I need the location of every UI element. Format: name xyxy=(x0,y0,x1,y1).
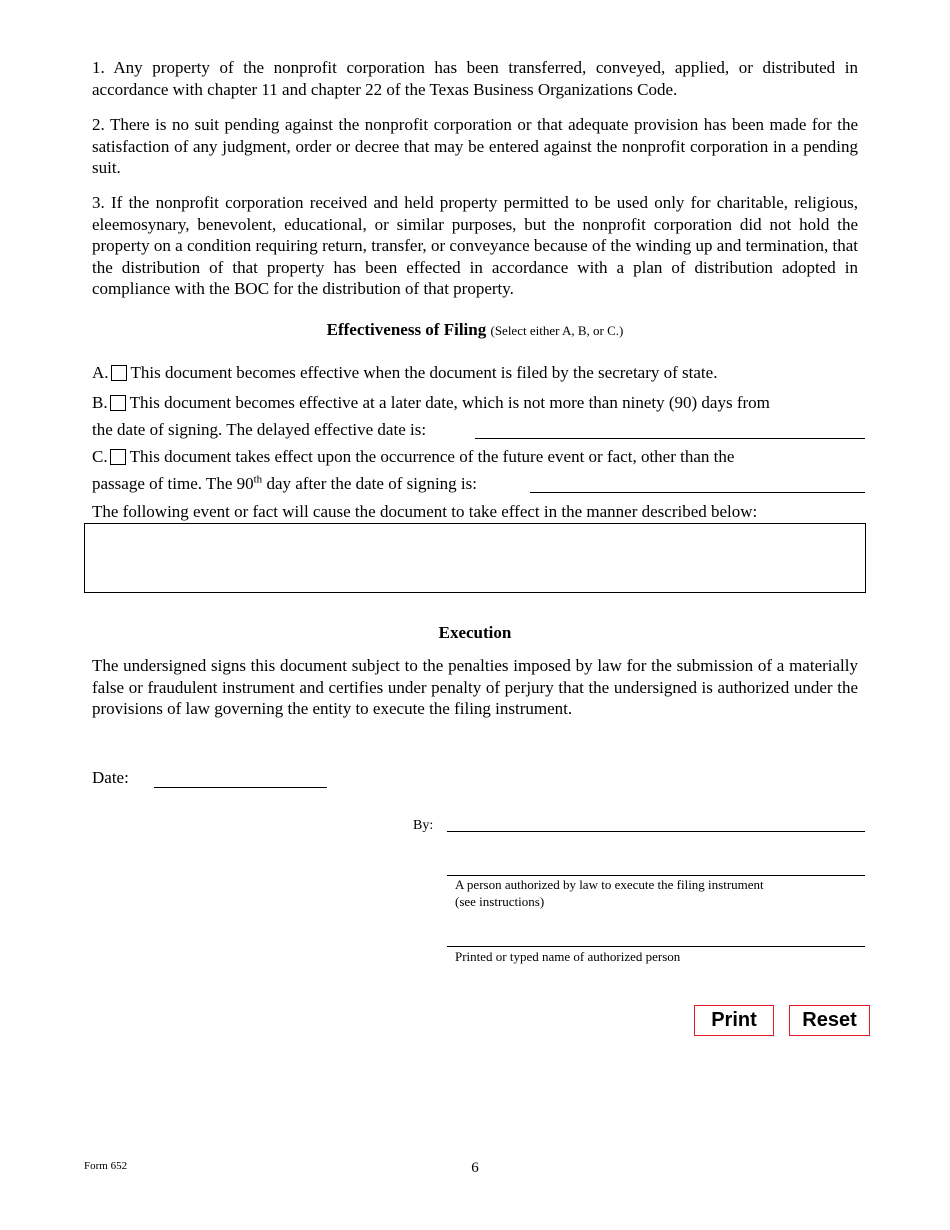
event-label: The following event or fact will cause the document to take effect in the manner described below: xyxy=(92,502,758,521)
signature-field[interactable] xyxy=(447,831,865,832)
option-a-row xyxy=(92,362,717,383)
paragraph-1: 1. Any property of the nonprofit corporation has been transferred, conveyed, applied, or distributed in accordance with chapter 11 and chapter 22 of the Texas Business Organizations Code. xyxy=(92,58,858,99)
option-b-row xyxy=(92,392,770,413)
form-number: Form 652 xyxy=(84,1160,128,1172)
option-c-date-label xyxy=(92,473,477,494)
effectiveness-note: (Select either A, B, or C.) xyxy=(490,323,624,338)
date-field[interactable] xyxy=(154,787,327,788)
printed-name-caption: Printed or typed name of authorized person xyxy=(455,949,681,964)
page-number: 6 xyxy=(471,1160,479,1176)
execution-text: The undersigned signs this document subject to the penalties imposed by law for the submission of a materially false or fraudulent instrument and certifies under penalty of perjury that the undersigned is authorized under the provisions of law governing the entity to execute the filing instrument. xyxy=(92,656,858,718)
paragraph-3: 3. If the nonprofit corporation received and held property permitted to be used only for charitable, religious, eleemosynary, benevolent, educational, or similar purposes, but the nonprofit corporation did not hold the property on a condition requiring return, transfer, or conveyance because of the winding up and termination, that the distribution of that property has been effected in accordance with a plan of distribution adopted in compliance with the BOC for the distribution of that property. xyxy=(92,193,858,298)
option-c-date-label-sup: th xyxy=(253,473,263,486)
signature-caption-line-2: (see instructions) xyxy=(455,893,545,909)
option-a-letter: A. xyxy=(92,363,109,382)
date-label: Date: xyxy=(92,768,129,787)
execution-title: Execution xyxy=(438,623,512,642)
reset-button[interactable]: Reset xyxy=(789,1005,870,1036)
delayed-effective-date-field[interactable] xyxy=(475,438,865,439)
option-c-letter: C. xyxy=(92,447,108,466)
signature-caption-line-1: A person authorized by law to execute the filing instrument xyxy=(455,877,764,892)
option-b-text: This document becomes effective at a later date, which is not more than ninety (90) days from xyxy=(129,393,770,412)
option-c-text: This document takes effect upon the occurrence of the future event or fact, other than the xyxy=(129,447,735,466)
effectiveness-title: Effectiveness of Filing xyxy=(326,320,487,339)
option-c-date-label-post: day after the date of signing is: xyxy=(262,474,477,493)
option-b-date-label: the date of signing. The delayed effective date is: xyxy=(92,420,427,439)
signature-caption-line xyxy=(447,875,865,876)
option-c-checkbox[interactable] xyxy=(110,449,126,465)
execution-heading xyxy=(0,623,950,643)
option-a-checkbox[interactable] xyxy=(111,365,127,381)
printed-name-field[interactable] xyxy=(447,946,865,947)
ninetieth-day-date-field[interactable] xyxy=(530,492,865,493)
option-b-checkbox[interactable] xyxy=(110,395,126,411)
print-button[interactable]: Print xyxy=(694,1005,774,1036)
option-c-row xyxy=(92,446,734,467)
paragraph-2: 2. There is no suit pending against the nonprofit corporation or that adequate provision has been made for the satisfaction of any judgment, order or decree that may be entered against the nonprofit corporation in a pending suit. xyxy=(92,115,858,177)
option-a-text: This document becomes effective when the document is filed by the secretary of state. xyxy=(130,363,718,382)
signature-caption xyxy=(455,877,764,910)
by-label: By: xyxy=(413,818,434,833)
option-c-date-label-pre: passage of time. The 90 xyxy=(92,474,254,493)
event-description-field[interactable] xyxy=(84,523,866,593)
option-b-letter: B. xyxy=(92,393,108,412)
effectiveness-heading xyxy=(0,320,950,340)
